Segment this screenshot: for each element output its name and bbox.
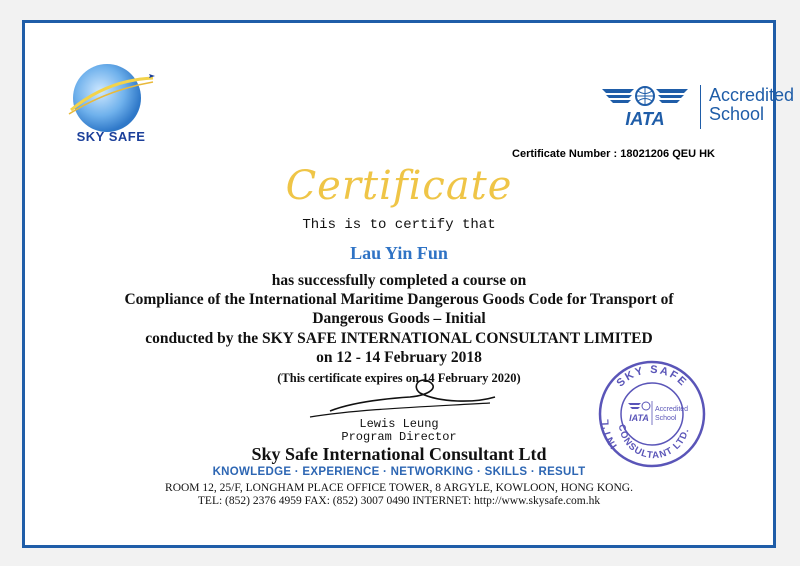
stamp-accredited-text: Accredited: [655, 406, 689, 413]
sky-safe-logo-text: SKY SAFE: [76, 129, 146, 144]
certificate-frame: [22, 20, 795, 548]
svg-text:CONSULTANT LTD.: [616, 424, 692, 462]
certificate-title: Certificate: [285, 163, 513, 209]
signer-title: Program Director: [341, 430, 457, 444]
stamp-iata-text: IATA: [629, 413, 649, 423]
certificate-number: Certificate Number : 18021206 QEU HK: [512, 148, 715, 160]
completion-statement: has successfully completed a course on: [271, 272, 527, 289]
course-name-line-1: Compliance of the International Maritime Dangerous Goods Code for Transport of: [124, 291, 674, 308]
conducted-by: conducted by the SKY SAFE INTERNATIONAL CONSULTANT LIMITED: [145, 330, 653, 347]
expiry-note: (This certificate expires on 14 February 2020): [277, 371, 521, 385]
stamp-school-text: School: [655, 415, 677, 422]
iata-wordmark: IATA: [625, 109, 665, 129]
svg-text:SKY SAFE: [614, 364, 689, 390]
stamp-top-text: SKY SAFE: [614, 363, 690, 390]
stamp-bottom-text: CONSULTANT LTD.: [615, 423, 692, 462]
accredited-line-2: School: [709, 104, 765, 124]
logo-divider: [700, 85, 701, 129]
signer-name: Lewis Leung: [359, 417, 439, 431]
company-stamp-icon: [597, 359, 707, 469]
iata-logo-icon: [600, 85, 690, 129]
course-dates: on 12 - 14 February 2018: [316, 349, 482, 366]
accredited-line-1: Accredited: [709, 85, 795, 105]
signature-icon: [290, 373, 500, 423]
certify-intro: This is to certify that: [302, 217, 496, 233]
recipient-name: Lau Yin Fun: [350, 243, 448, 263]
company-motto: KNOWLEDGE · EXPERIENCE · NETWORKING · SKILLS · RESULT: [212, 466, 586, 478]
accredited-school-label: [709, 86, 794, 124]
company-name: Sky Safe International Consultant Ltd: [251, 444, 547, 464]
company-address: ROOM 12, 25/F, LONGHAM PLACE OFFICE TOWER, 8 ARGYLE, KOWLOON, HONG KONG.: [165, 482, 633, 494]
stamp-left-text: INT'L: [600, 417, 620, 451]
company-contacts: TEL: (852) 2376 4959 FAX: (852) 3007 0490 INTERNET: http://www.skysafe.com.hk: [197, 495, 601, 507]
course-name-line-2: Dangerous Goods – Initial: [312, 310, 486, 327]
